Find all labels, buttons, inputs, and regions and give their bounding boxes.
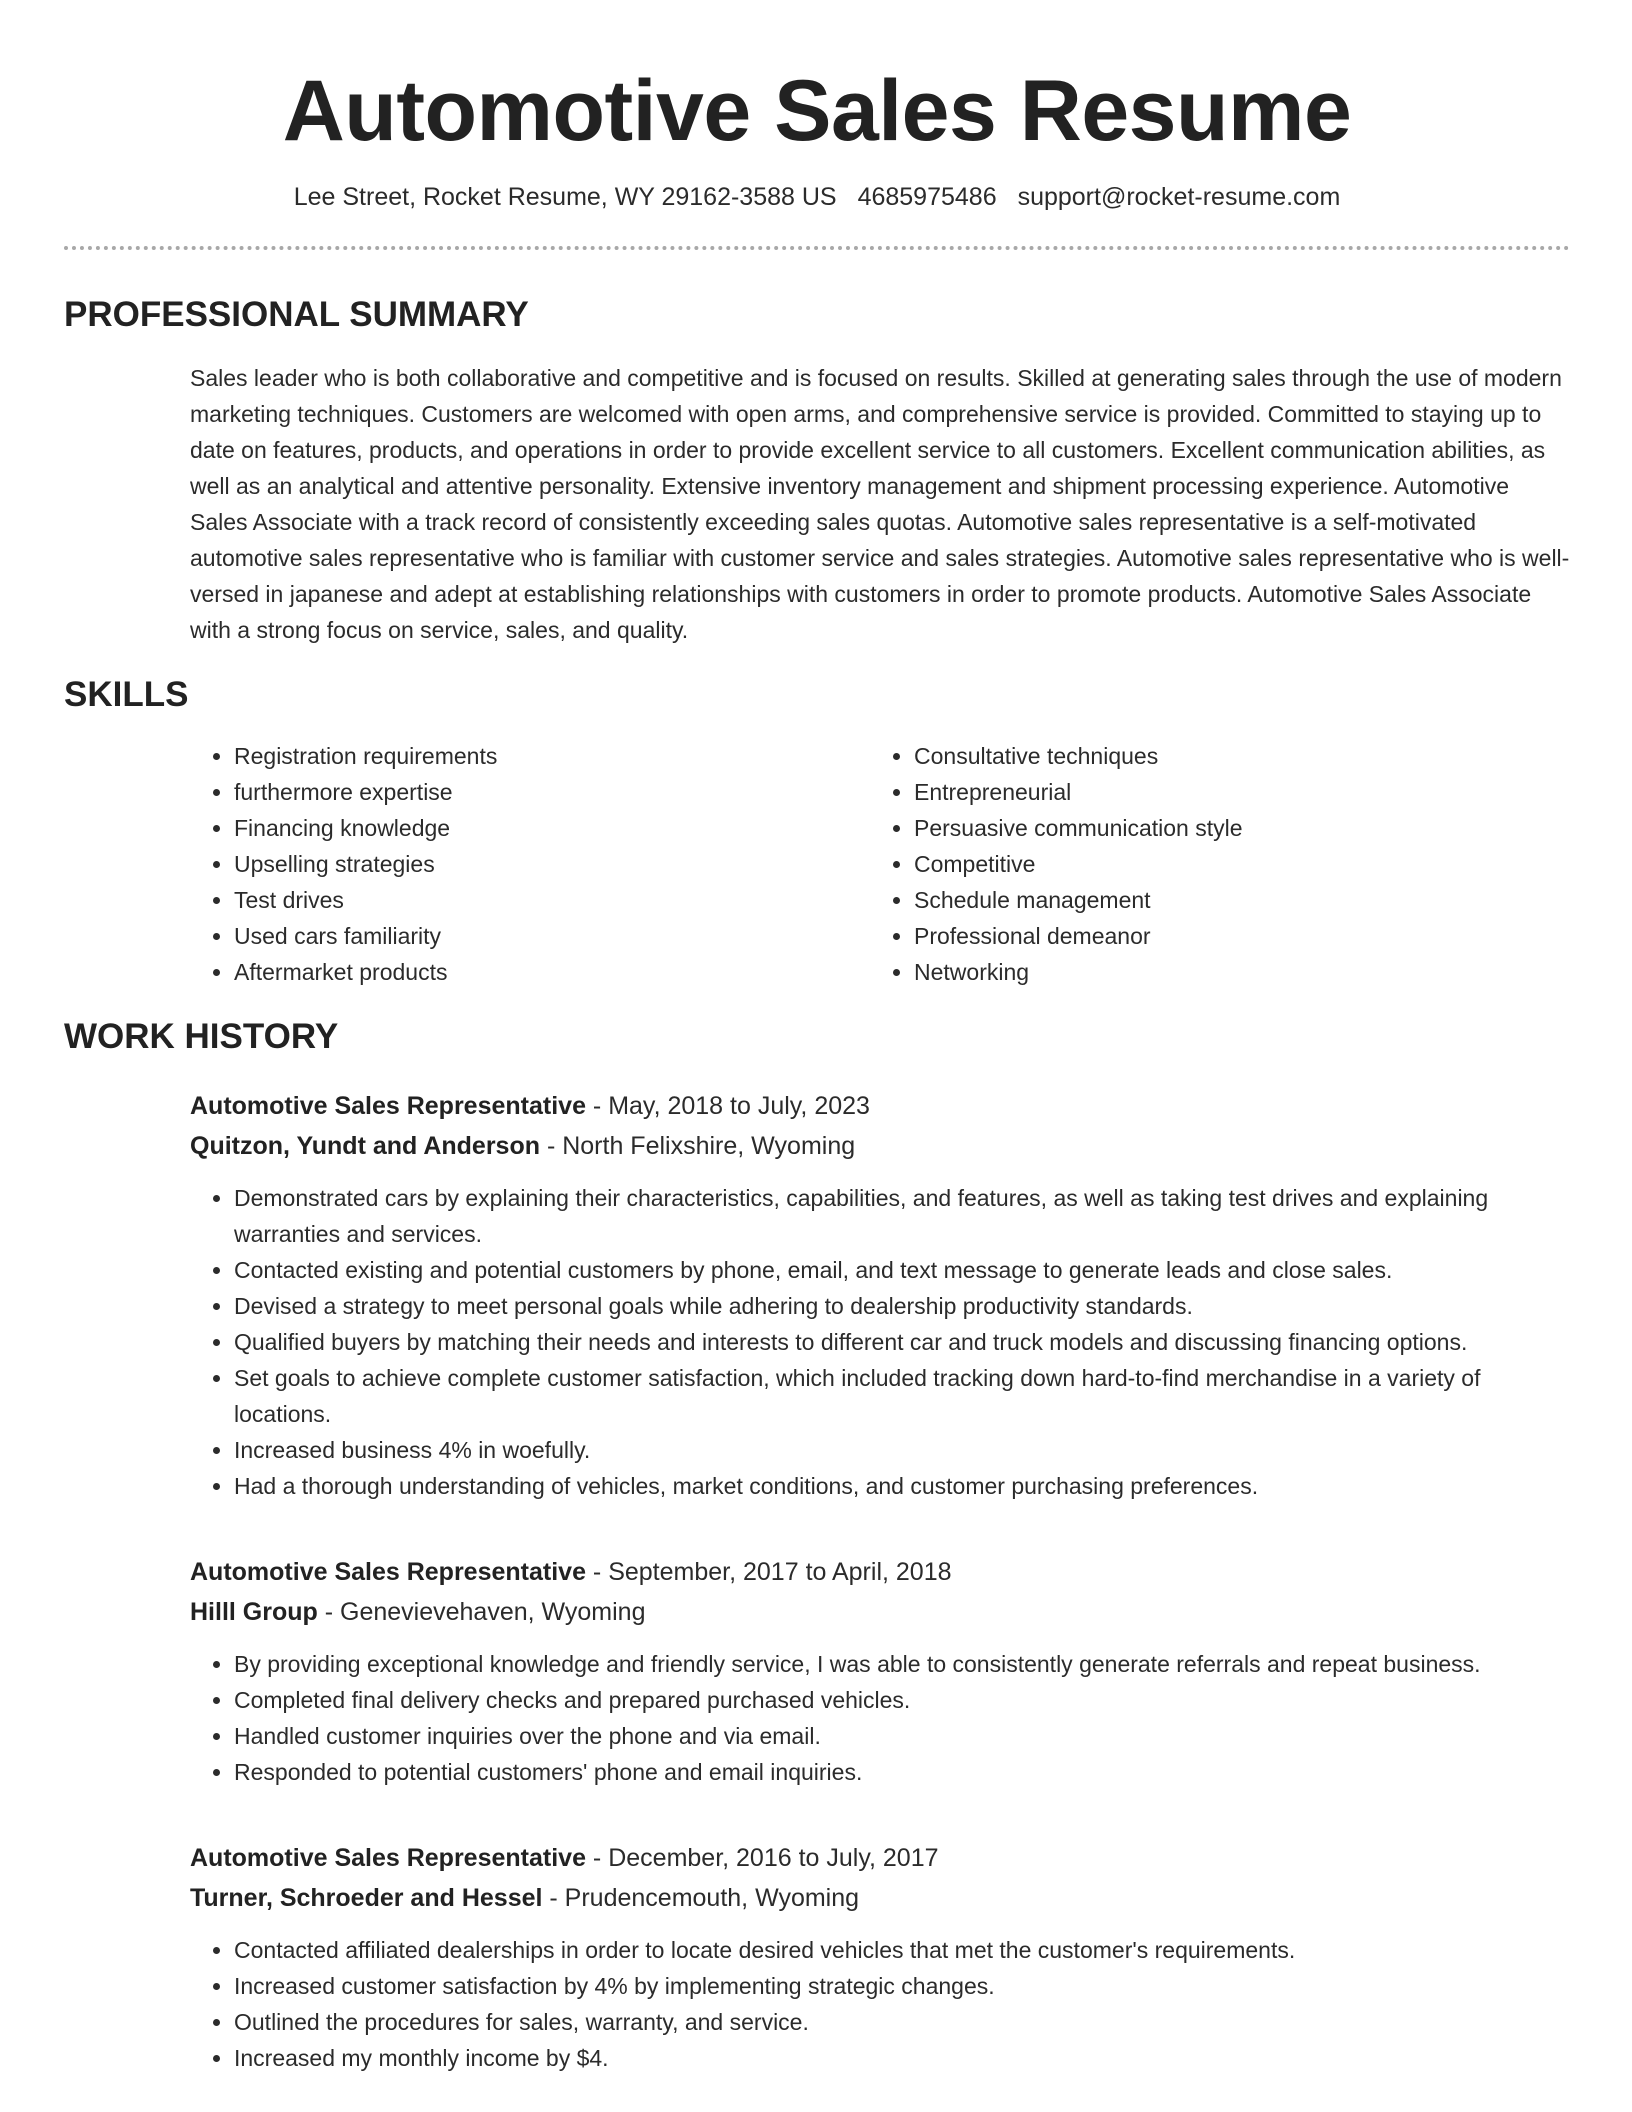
job-bullet: • Increased customer satisfaction by 4% by implementing strategic changes. [234, 1968, 1570, 2004]
skills-column-right [870, 738, 1550, 990]
work-history-section [64, 1016, 1570, 2076]
job-bullets [190, 1932, 1570, 2076]
job-dates: - September, 2017 to April, 2018 [585, 1558, 952, 1587]
job-entry [190, 1086, 1570, 1504]
job-bullet: • Increased my monthly income by $4. [234, 2040, 1570, 2076]
skill-item: • Persuasive communication style [914, 810, 1550, 846]
resume-title: Automotive Sales Resume [282, 63, 1352, 159]
skills-column-left [190, 738, 870, 990]
job-company: Hilll Group [190, 1598, 318, 1627]
job-role: Automotive Sales Representative [190, 1558, 586, 1587]
contact-phone: 4685975486 [857, 183, 997, 212]
summary-heading: PROFESSIONAL SUMMARY [64, 295, 529, 335]
job-entry [190, 1838, 1570, 2076]
work-history-heading: WORK HISTORY [64, 1017, 339, 1057]
job-company-line [190, 1878, 1570, 1918]
contact-address: Lee Street, Rocket Resume, WY 29162-3588 US [293, 183, 837, 212]
job-bullet: • Increased business 4% in woefully. [234, 1432, 1570, 1468]
skill-item: • Professional demeanor [914, 918, 1550, 954]
skill-item: • Consultative techniques [914, 738, 1550, 774]
job-role-line [190, 1552, 1570, 1592]
job-bullets [190, 1646, 1570, 1790]
job-bullet: • Contacted affiliated dealerships in order to locate desired vehicles that met the customer's requirements. [234, 1932, 1570, 1968]
resume-page [64, 0, 1570, 2076]
job-location: - North Felixshire, Wyoming [540, 1132, 856, 1161]
contact-line [64, 183, 1570, 212]
job-company: Turner, Schroeder and Hessel [190, 1884, 543, 1913]
job-location: - Prudencemouth, Wyoming [542, 1884, 860, 1913]
job-role: Automotive Sales Representative [190, 1092, 586, 1121]
job-company: Quitzon, Yundt and Anderson [190, 1132, 540, 1161]
summary-section [64, 294, 1570, 648]
skills-list [190, 738, 1570, 990]
job-bullet: • Qualified buyers by matching their needs and interests to different car and truck models and discussing financing options. [234, 1324, 1570, 1360]
job-bullet: • Had a thorough understanding of vehicles, market conditions, and customer purchasing preferences. [234, 1468, 1570, 1504]
skill-item: • Entrepreneurial [914, 774, 1550, 810]
job-bullet: • Contacted existing and potential customers by phone, email, and text message to generate leads and close sales. [234, 1252, 1570, 1288]
header-divider [64, 246, 1570, 250]
job-dates: - May, 2018 to July, 2023 [585, 1092, 870, 1121]
job-bullet: • By providing exceptional knowledge and friendly service, I was able to consistently generate referrals and repeat business. [234, 1646, 1570, 1682]
job-bullet: • Handled customer inquiries over the phone and via email. [234, 1718, 1570, 1754]
skills-section [64, 674, 1570, 990]
job-bullet: • Responded to potential customers' phone and email inquiries. [234, 1754, 1570, 1790]
job-bullets [190, 1180, 1570, 1504]
job-role: Automotive Sales Representative [190, 1844, 586, 1873]
skill-item: • Test drives [234, 882, 870, 918]
skills-heading: SKILLS [64, 675, 189, 715]
job-dates: - December, 2016 to July, 2017 [585, 1844, 939, 1873]
job-location: - Genevievehaven, Wyoming [317, 1598, 646, 1627]
skill-item: • Registration requirements [234, 738, 870, 774]
skill-item: • Networking [914, 954, 1550, 990]
job-bullet: • Set goals to achieve complete customer satisfaction, which included tracking down hard-to-find merchandise in a variety of locations. [234, 1360, 1570, 1432]
job-company-line [190, 1126, 1570, 1166]
skill-item: • Financing knowledge [234, 810, 870, 846]
skill-item: • Upselling strategies [234, 846, 870, 882]
skill-item: • Aftermarket products [234, 954, 870, 990]
skill-item: • furthermore expertise [234, 774, 870, 810]
job-bullet: • Outlined the procedures for sales, warranty, and service. [234, 2004, 1570, 2040]
job-entry [190, 1552, 1570, 1790]
job-bullet: • Devised a strategy to meet personal goals while adhering to dealership productivity standards. [234, 1288, 1570, 1324]
job-role-line [190, 1086, 1570, 1126]
skill-item: • Competitive [914, 846, 1550, 882]
skill-item: • Schedule management [914, 882, 1550, 918]
job-bullet: • Demonstrated cars by explaining their characteristics, capabilities, and features, as well as taking test drives and explaining warranties and services. [234, 1180, 1570, 1252]
job-company-line [190, 1592, 1570, 1632]
job-bullet: • Completed final delivery checks and prepared purchased vehicles. [234, 1682, 1570, 1718]
summary-text: Sales leader who is both collaborative and competitive and is focused on results. Skilled at generating sales through the use of modern marketing techniques. Customers are welcomed with open arms, and comprehensive service is provided. Committed to staying up to date on features, products, and operations in order to provide excellent service to all customers. Excellent communication abilities, as well as an analytical and attentive personality. Extensive inventory management and shipment processing experience. Automotive Sales Associate with a track record of consistently exceeding sales quotas. Automotive sales representative is a self-motivated automotive sales representative who is familiar with customer service and sales strategies. Automotive sales representative who is well-versed in japanese and adept at establishing relationships with customers in order to promote products. Automotive Sales Associate with a strong focus on service, sales, and quality. [190, 365, 1570, 644]
contact-email: support@rocket-resume.com [1017, 183, 1341, 212]
job-role-line [190, 1838, 1570, 1878]
skill-item: • Used cars familiarity [234, 918, 870, 954]
